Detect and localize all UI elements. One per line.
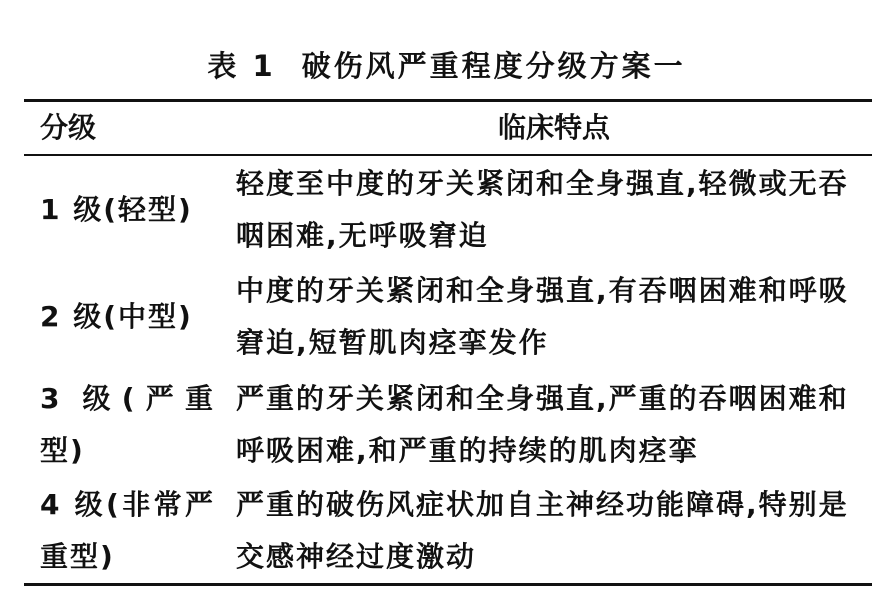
features-cell: 中度的牙关紧闭和全身强直,有吞咽困难和呼吸窘迫,短暂肌肉痉挛发作 — [236, 274, 849, 359]
grade-cell: 2 级(中型) — [40, 300, 193, 333]
header-clinical-features: 临床特点 — [497, 111, 610, 144]
grade-cell: 1 级(轻型) — [40, 193, 193, 226]
features-cell: 严重的破伤风症状加自主神经功能障碍,特别是交感神经过度激动 — [236, 488, 849, 573]
features-cell: 严重的牙关紧闭和全身强直,严重的吞咽困难和呼吸困难,和严重的持续的肌肉痉挛 — [236, 382, 849, 467]
table-bottom-rule — [24, 583, 872, 586]
header-grade: 分级 — [40, 111, 97, 144]
table-header-rule — [24, 154, 872, 156]
table-title: 破伤风严重程度分级方案一 — [301, 49, 686, 83]
table-number: 表 1 — [207, 49, 276, 83]
table-top-rule — [24, 99, 872, 102]
features-cell: 轻度至中度的牙关紧闭和全身强直,轻微或无吞咽困难,无呼吸窘迫 — [236, 167, 849, 252]
grade-cell: 4 级(非常严重型) — [40, 488, 215, 573]
grade-cell: 3 级(严重型) — [40, 382, 215, 467]
table-caption — [0, 44, 893, 85]
